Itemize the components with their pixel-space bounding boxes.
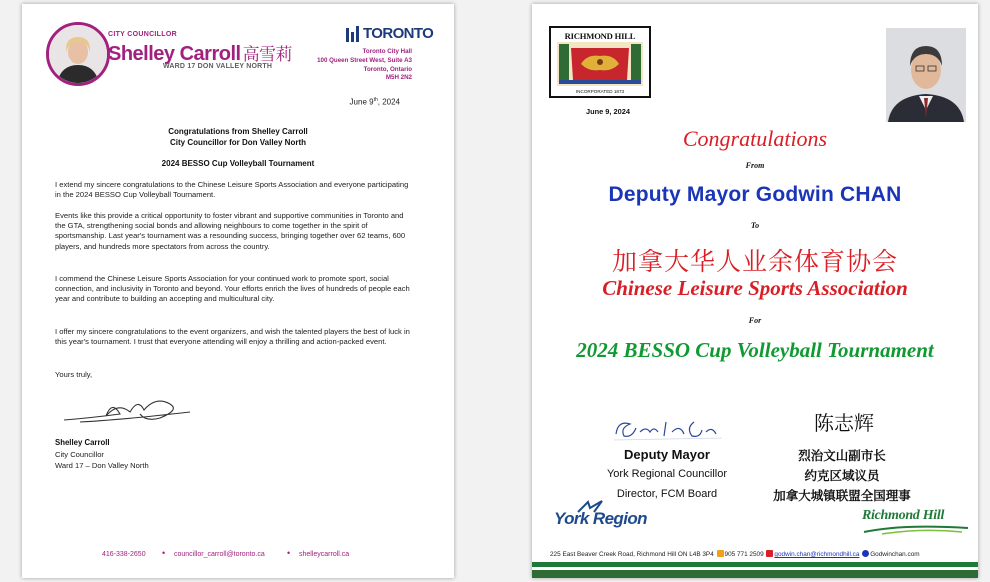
deputy-mayor-certificate <box>532 4 978 578</box>
letter-paragraph-3: I commend the Chinese Leisure Sports Association for your continued work to promote sport, social connection, and inclusivity in Toronto and beyond. Your efforts enrich the lives of hundreds of people each year and contribute to building an accepting and multicultural city. <box>55 274 410 304</box>
footer-address: 225 East Beaver Creek Road, Richmond Hill ON L4B 3P4 <box>550 551 714 558</box>
letter-heading-1: Congratulations from Shelley Carroll <box>168 127 308 136</box>
title-chinese-fcm-director: 加拿大城镇联盟全国理事 <box>773 488 911 503</box>
toronto-wordmark: TORONTO <box>363 24 434 42</box>
footer-phone: 905 771 2509 <box>724 551 764 558</box>
title-fcm-director: Director, FCM Board <box>616 488 718 500</box>
letter-heading-2: City Councillor for Don Valley North <box>169 138 306 147</box>
title-chinese-regional-councillor: 约克区域议员 <box>804 468 880 483</box>
date-year: , 2024 <box>377 97 400 107</box>
deputy-mayor-name-chinese: 陈志辉 <box>814 411 874 435</box>
councillor-role: CITY COUNCILLOR <box>108 31 177 38</box>
york-region-mark-icon <box>576 500 606 514</box>
congratulations-heading: Congratulations <box>682 126 828 151</box>
to-label: To <box>750 221 760 230</box>
title-chinese-deputy-mayor: 烈治文山副市长 <box>798 448 886 463</box>
date-suffix: th <box>373 97 378 103</box>
signer-name: Shelley Carroll <box>55 438 110 447</box>
letter-paragraph-1: I extend my sincere congratulations to the Chinese Leisure Sports Association and everyone participating in the 2024 BESSO Cup Volleyball Tournament. <box>55 180 409 200</box>
councillor-name-chinese: 高雪莉 <box>242 45 293 65</box>
email-icon <box>766 550 773 557</box>
title-deputy-mayor: Deputy Mayor <box>624 447 710 462</box>
footer-website[interactable]: Godwinchan.com <box>870 551 920 558</box>
footer-stripe-dark <box>532 570 978 578</box>
councillor-name-english: Shelley Carroll <box>108 43 241 65</box>
certificate-date: June 9, 2024 <box>586 107 630 116</box>
councillor-avatar <box>46 22 110 86</box>
richmond-hill-swoosh-icon <box>862 522 972 536</box>
association-name-chinese: 加拿大华人业余体育协会 <box>611 247 898 276</box>
richmond-hill-crest <box>549 26 651 98</box>
york-region-wordmark: York Region <box>554 509 647 528</box>
city-hall-icon <box>345 23 361 43</box>
councillor-signature <box>60 392 200 428</box>
councillor-ward: WARD 17 DON VALLEY NORTH <box>163 63 273 70</box>
deputy-mayor-name: Deputy Mayor Godwin CHAN <box>608 183 902 206</box>
york-region-logo <box>554 509 647 529</box>
signer-title: City Councillor <box>55 450 104 459</box>
for-label: For <box>748 316 762 325</box>
from-label: From <box>745 161 765 170</box>
deputy-mayor-photo <box>886 28 966 122</box>
letter-paragraph-4: I offer my sincere congratulations to the event organizers, and wish the talented players the best of luck in this year's tournament. I trust that everyone attending will enjoy a thrilling and action-packed event. <box>55 327 410 347</box>
certificate-footer <box>550 550 920 558</box>
city-hall-address <box>317 48 412 83</box>
web-icon <box>862 550 869 557</box>
crest-title: RICHMOND HILL <box>564 31 636 41</box>
address-line: M5H 2N2 <box>385 74 412 82</box>
signer-ward: Ward 17 – Don Valley North <box>55 461 149 470</box>
councillor-letter <box>22 4 454 578</box>
event-title: 2024 BESSO Cup Volleyball Tournament <box>576 338 934 362</box>
toronto-logo <box>345 23 433 43</box>
letter-date <box>350 97 400 107</box>
letter-event-title: 2024 BESSO Cup Volleyball Tournament <box>161 159 315 168</box>
deputy-mayor-signature <box>610 414 730 444</box>
address-line: 100 Queen Street West, Suite A3 <box>317 56 412 64</box>
letter-closing: Yours truly, <box>55 370 93 379</box>
footer-separator: • <box>162 548 166 558</box>
footer-separator: • <box>287 548 291 558</box>
letter-paragraph-2: Events like this provide a critical opportunity to foster vibrant and supportive communities in Toronto and the GTA, strengthening social bonds and allowing neighbours to come together in the spirit of sportsmanship. Last year's tournament was a resounding success, bringing together over 62 teams, 600 players, and hundreds more spectators from across the country. <box>55 211 406 251</box>
phone-icon <box>717 550 724 557</box>
footer-website[interactable]: shelleycarroll.ca <box>299 551 350 558</box>
address-line: Toronto City Hall <box>362 48 412 55</box>
footer-email[interactable]: godwin.chan@richmondhill.ca <box>774 551 860 558</box>
footer-email[interactable]: councillor_carroll@toronto.ca <box>174 551 265 558</box>
address-line: Toronto, Ontario <box>363 65 412 73</box>
richmond-hill-wordmark: Richmond Hill <box>862 508 945 523</box>
association-name-english: Chinese Leisure Sports Association <box>602 276 908 300</box>
richmond-hill-logo <box>862 506 972 536</box>
date-day: June 9 <box>349 97 374 107</box>
crest-emblem-icon <box>557 42 643 86</box>
title-regional-councillor: York Regional Councillor <box>606 468 728 480</box>
crest-incorporated: INCORPORATED 1873 <box>575 89 625 94</box>
footer-phone: 416-338-2650 <box>102 551 146 558</box>
